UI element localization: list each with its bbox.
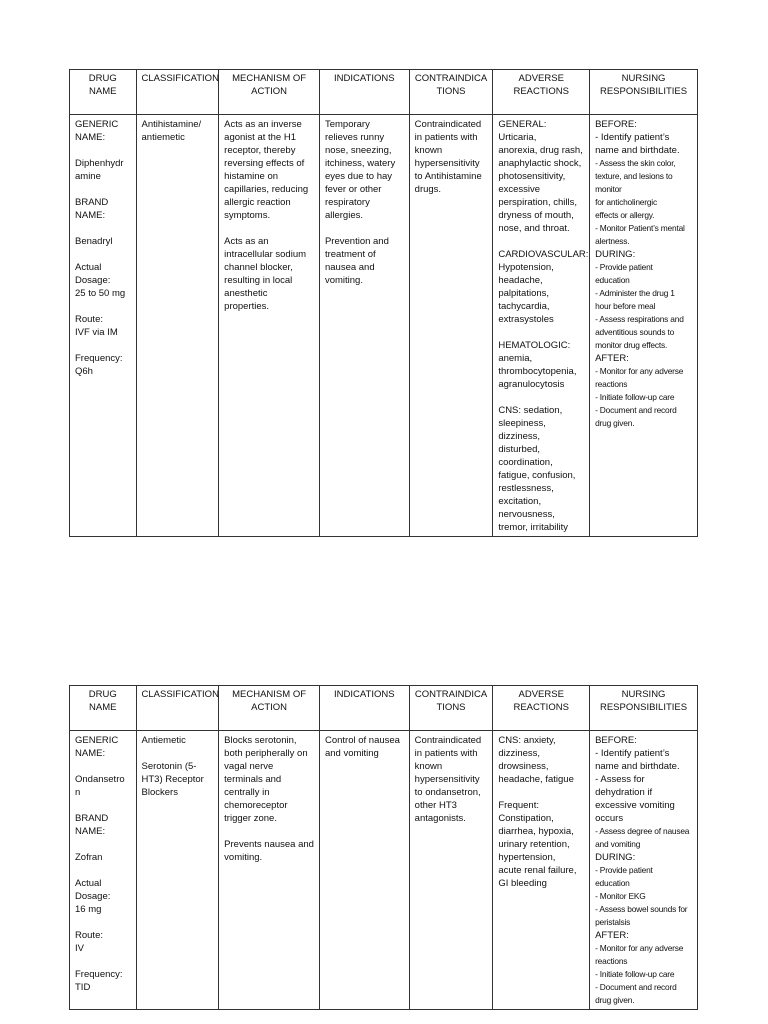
cell-line xyxy=(75,300,131,313)
cell-line: Actual xyxy=(75,262,102,273)
cell-line: sleepiness, xyxy=(498,418,546,429)
header-adverse-reactions xyxy=(493,70,590,115)
cell-line: amine xyxy=(75,171,101,182)
cell-line: drowsiness, xyxy=(498,761,549,772)
cell-line: chemoreceptor xyxy=(224,800,288,811)
cell-line: education xyxy=(595,878,630,888)
cell-line: eyes due to hay xyxy=(324,171,393,182)
cell-line: Antiemetic xyxy=(141,735,186,746)
cell-line: receptor, thereby xyxy=(224,145,296,156)
cell-line: centrally in xyxy=(224,787,270,798)
cell-line: - Administer the drug 1 xyxy=(595,288,675,298)
cell-line: tachycardia, xyxy=(498,301,550,312)
cell-line: in patients with xyxy=(414,748,478,759)
cell-line: GENERIC xyxy=(75,735,119,746)
cell-line: hypertension, xyxy=(498,852,556,863)
cell-line: - Monitor for any adverse xyxy=(595,943,684,953)
cell-line: CARDIOVASCULAR: xyxy=(498,249,589,260)
cell-line: TID xyxy=(75,982,91,993)
cell-line xyxy=(75,955,131,968)
cell-line: resulting in local xyxy=(224,275,293,286)
cell-line: alertness. xyxy=(595,236,630,246)
cell-line: capillaries, reducing xyxy=(224,184,309,195)
cell-line: - Monitor EKG xyxy=(595,891,646,901)
cell-line: headache, fatigue xyxy=(498,774,574,785)
header-label-line: CONTRAINDICA xyxy=(414,689,488,700)
cell-line: hypersensitivity xyxy=(414,158,480,169)
cell-line: agranulocytosis xyxy=(498,379,565,390)
cell-line: known xyxy=(414,145,443,156)
header-label-line: INDICATIONS xyxy=(334,689,395,700)
cell-line: anorexia, drug rash, xyxy=(498,145,583,156)
cell-line: monitor xyxy=(595,184,622,194)
cell-line: itchiness, watery xyxy=(324,158,396,169)
cell-line: dizziness, xyxy=(498,748,541,759)
cell-line xyxy=(75,864,131,877)
header-label-line: INDICATIONS xyxy=(334,73,395,84)
contraindications-cell xyxy=(409,731,493,1010)
cell-line: Dosage: xyxy=(75,275,111,286)
cell-line: tremor, irritability xyxy=(498,522,569,533)
header-indications xyxy=(319,70,409,115)
cell-line: Temporary xyxy=(324,119,370,130)
cell-line: hypersensitivity xyxy=(414,774,480,785)
cell-line xyxy=(75,248,131,261)
cell-line: - Identify patient’s xyxy=(595,748,670,759)
cell-line: texture, and lesions to xyxy=(595,171,673,181)
header-label-line: RESPONSIBILITIES xyxy=(599,702,688,713)
cell-line: intracellular sodium xyxy=(224,249,307,260)
cell-line: diarrhea, hypoxia, xyxy=(498,826,574,837)
cell-line: IVF via IM xyxy=(75,327,118,338)
header-label-line: CLASSIFICATION xyxy=(141,73,219,84)
cell-line: dizziness, xyxy=(498,431,541,442)
cell-line: - Provide patient xyxy=(595,865,653,875)
cell-line: known xyxy=(414,761,443,772)
header-label-line: DRUG xyxy=(88,689,117,700)
cell-line: 25 to 50 mg xyxy=(75,288,126,299)
cell-line: terminals and xyxy=(224,774,282,785)
cell-line: anemia, xyxy=(498,353,533,364)
mechanism-cell xyxy=(219,115,320,537)
cell-line: Diphenhydr xyxy=(75,158,124,169)
cell-line: GENERAL: Urticaria, xyxy=(498,119,550,143)
header-nursing-responsibilities xyxy=(590,70,698,115)
cell-line: in patients with xyxy=(414,132,478,143)
header-label-line: REACTIONS xyxy=(513,86,569,97)
cell-line: respiratory xyxy=(324,197,370,208)
cell-line: restlessness, xyxy=(498,483,554,494)
cell-line: - Assess degree of nausea xyxy=(595,826,690,836)
cell-line: Control of nausea xyxy=(324,735,400,746)
cell-line: fever or other xyxy=(324,184,382,195)
cell-line xyxy=(75,144,131,157)
cell-line: and vomiting xyxy=(595,839,641,849)
cell-line: vagal nerve xyxy=(224,761,274,772)
cell-line: Prevents nausea and xyxy=(224,839,314,850)
cell-line: thrombocytopenia, xyxy=(498,366,577,377)
cell-line: for anticholinergic xyxy=(595,197,657,207)
header-indications xyxy=(319,686,409,731)
cell-line: disturbed, xyxy=(498,444,541,455)
cell-line: NAME: xyxy=(75,826,106,837)
header-label-line: TIONS xyxy=(436,86,466,97)
cell-line: NAME: xyxy=(75,210,106,221)
cell-line: drug given. xyxy=(595,418,635,428)
cell-line: - Monitor Patient’s mental xyxy=(595,223,685,233)
cell-line: - Assess bowel sounds for xyxy=(595,904,688,914)
cell-line: anaphylactic shock, xyxy=(498,158,582,169)
cell-line: reversing effects of xyxy=(224,158,305,169)
cell-line: nose, and throat. xyxy=(498,223,570,234)
cell-line xyxy=(498,391,584,404)
cell-line: GI bleeding xyxy=(498,878,547,889)
cell-line: urinary retention, xyxy=(498,839,570,850)
nursing-responsibilities-cell xyxy=(590,731,698,1010)
cell-line xyxy=(75,339,131,352)
cell-line: Hypotension, xyxy=(498,262,554,273)
cell-line: properties. xyxy=(224,301,270,312)
cell-line: nose, sneezing, xyxy=(324,145,392,156)
cell-line: peristalsis xyxy=(595,917,631,927)
cell-line: histamine on xyxy=(224,171,279,182)
cell-line xyxy=(75,838,131,851)
cell-line xyxy=(142,747,214,760)
cell-line: allergies. xyxy=(324,210,363,221)
cell-line: DURING: xyxy=(595,852,636,863)
cell-line: Ondansetro xyxy=(75,774,125,785)
cell-line: Prevention and xyxy=(324,236,389,247)
cell-line: BRAND xyxy=(75,197,109,208)
cell-line: NAME: xyxy=(75,748,106,759)
header-label-line: REACTIONS xyxy=(513,702,569,713)
header-label-line: MECHANISM OF xyxy=(232,689,307,700)
table-row xyxy=(70,115,698,537)
cell-line: CNS: sedation, xyxy=(498,405,563,416)
cell-line: DURING: xyxy=(595,249,636,260)
cell-line: acute renal failure, xyxy=(498,865,577,876)
classification-cell xyxy=(136,731,219,1010)
cell-line: excessive vomiting xyxy=(595,800,675,811)
header-row xyxy=(70,686,698,731)
cell-line xyxy=(75,916,131,929)
cell-line: channel blocker, xyxy=(224,262,293,273)
classification-cell xyxy=(136,115,219,537)
cell-line: - Assess the skin color, xyxy=(595,158,676,168)
cell-line: HT3) Receptor xyxy=(141,774,204,785)
cell-line: Constipation, xyxy=(498,813,554,824)
cell-line: photosensitivity, xyxy=(498,171,566,182)
cell-line: Acts as an xyxy=(224,236,269,247)
cell-line: relieves runny xyxy=(324,132,385,143)
cell-line: dryness of mouth, xyxy=(498,210,574,221)
cell-line: vomiting. xyxy=(224,852,263,863)
cell-line: both peripherally on xyxy=(224,748,308,759)
cell-line: effects or allergy. xyxy=(595,210,655,220)
cell-line: education xyxy=(595,275,630,285)
header-label-line: ACTION xyxy=(251,86,288,97)
cell-line: reactions xyxy=(595,956,628,966)
header-label-line: DRUG xyxy=(88,73,117,84)
header-label-line: NURSING xyxy=(621,689,666,700)
cell-line: name and birthdate. xyxy=(595,761,680,772)
cell-line: Q6h xyxy=(75,366,93,377)
cell-line: Contraindicated xyxy=(414,735,482,746)
cell-line: drugs. xyxy=(414,184,442,195)
cell-line: Blocks serotonin, xyxy=(224,735,297,746)
cell-line: vomiting. xyxy=(324,275,363,286)
cell-line: Frequent: xyxy=(498,800,539,811)
cell-line: to ondansetron, xyxy=(414,787,481,798)
cell-line: hour before meal xyxy=(595,301,656,311)
cell-line: drug given. xyxy=(595,995,635,1005)
header-label-line: NAME xyxy=(89,86,117,97)
header-contraindications xyxy=(409,70,493,115)
cell-line: - Assess for xyxy=(595,774,645,785)
contraindications-cell xyxy=(409,115,493,537)
header-nursing-responsibilities xyxy=(590,686,698,731)
header-label-line: RESPONSIBILITIES xyxy=(599,86,688,97)
cell-line: adventitious sounds to xyxy=(595,327,675,337)
adverse-reactions-cell xyxy=(493,115,590,537)
cell-line: Frequency: xyxy=(75,969,123,980)
header-mechanism xyxy=(219,70,320,115)
cell-line: - Initiate follow-up care xyxy=(595,392,675,402)
cell-line: name and birthdate. xyxy=(595,145,680,156)
cell-line: other HT3 xyxy=(414,800,457,811)
cell-line: and vomiting xyxy=(324,748,379,759)
cell-line xyxy=(75,760,131,773)
cell-line: agonist at the H1 xyxy=(224,132,296,143)
header-label-line: ADVERSE xyxy=(518,689,564,700)
header-label-line: TIONS xyxy=(436,702,466,713)
cell-line: headache, xyxy=(498,275,543,286)
cell-line: anesthetic xyxy=(224,288,268,299)
cell-line: - Document and record xyxy=(595,405,677,415)
cell-line: CNS: anxiety, xyxy=(498,735,556,746)
cell-line: antagonists. xyxy=(414,813,466,824)
mechanism-cell xyxy=(219,731,320,1010)
cell-line: antiemetic xyxy=(141,132,185,143)
cell-line: excitation, xyxy=(498,496,542,507)
cell-line xyxy=(75,799,131,812)
cell-line: Dosage: xyxy=(75,891,111,902)
cell-line: AFTER: xyxy=(595,930,629,941)
cell-line: dehydration if xyxy=(595,787,653,798)
cell-line: excessive xyxy=(498,184,541,195)
cell-line: nausea and xyxy=(324,262,375,273)
header-contraindications xyxy=(409,686,493,731)
cell-line: Route: xyxy=(75,314,103,325)
indications-cell xyxy=(319,731,409,1010)
cell-line: Frequency: xyxy=(75,353,123,364)
header-label-line: CONTRAINDICA xyxy=(414,73,488,84)
header-label-line: ADVERSE xyxy=(518,73,564,84)
cell-line: nervousness, xyxy=(498,509,555,520)
cell-line: occurs xyxy=(595,813,624,824)
cell-line: n xyxy=(75,787,81,798)
cell-line: GENERIC xyxy=(75,119,119,130)
cell-line: BEFORE: xyxy=(595,735,637,746)
cell-line: extrasystoles xyxy=(498,314,554,325)
drug-name-cell xyxy=(70,731,137,1010)
cell-line: Antihistamine/ xyxy=(141,119,202,130)
cell-line: - Assess respirations and xyxy=(595,314,684,324)
header-drug-name xyxy=(70,686,137,731)
nursing-responsibilities-cell xyxy=(590,115,698,537)
cell-line xyxy=(224,825,314,838)
cell-line: - Monitor for any adverse xyxy=(595,366,684,376)
cell-line: Blockers xyxy=(141,787,178,798)
drug-table-diphenhydramine xyxy=(69,69,698,537)
header-adverse-reactions xyxy=(493,686,590,731)
header-label-line: NURSING xyxy=(621,73,666,84)
cell-line: trigger zone. xyxy=(224,813,277,824)
table-row xyxy=(70,731,698,1010)
cell-line xyxy=(498,326,584,339)
cell-line: - Initiate follow-up care xyxy=(595,969,675,979)
cell-line: Zofran xyxy=(75,852,103,863)
header-row xyxy=(70,70,698,115)
header-label-line: CLASSIFICATION xyxy=(141,689,219,700)
cell-line: IV xyxy=(75,943,84,954)
cell-line xyxy=(498,786,584,799)
header-label-line: NAME xyxy=(89,702,117,713)
drug-table-ondansetron xyxy=(69,685,698,1010)
drug-name-cell xyxy=(70,115,137,537)
cell-line xyxy=(224,222,314,235)
cell-line: Contraindicated xyxy=(414,119,482,130)
cell-line: coordination, xyxy=(498,457,553,468)
cell-line: BRAND xyxy=(75,813,109,824)
cell-line: BEFORE: xyxy=(595,119,637,130)
cell-line: symptoms. xyxy=(224,210,271,221)
cell-line: perspiration, chills, xyxy=(498,197,577,208)
cell-line xyxy=(75,183,131,196)
cell-line: Acts as an inverse xyxy=(224,119,302,130)
cell-line: treatment of xyxy=(324,249,376,260)
cell-line: - Identify patient’s xyxy=(595,132,670,143)
cell-line: AFTER: xyxy=(595,353,629,364)
cell-line xyxy=(325,222,404,235)
header-label-line: MECHANISM OF xyxy=(232,73,307,84)
cell-line: Serotonin (5- xyxy=(141,761,197,772)
cell-line: HEMATOLOGIC: xyxy=(498,340,571,351)
cell-line: to Antihistamine xyxy=(414,171,482,182)
cell-line: 16 mg xyxy=(75,904,102,915)
cell-line: NAME: xyxy=(75,132,106,143)
header-classification xyxy=(136,70,219,115)
indications-cell xyxy=(319,115,409,537)
cell-line: - Document and record xyxy=(595,982,677,992)
header-mechanism xyxy=(219,686,320,731)
cell-line xyxy=(75,222,131,235)
cell-line: Actual xyxy=(75,878,102,889)
cell-line: Benadryl xyxy=(75,236,113,247)
cell-line: reactions xyxy=(595,379,628,389)
header-label-line: ACTION xyxy=(251,702,288,713)
header-drug-name xyxy=(70,70,137,115)
header-classification xyxy=(136,686,219,731)
cell-line: palpitations, xyxy=(498,288,550,299)
cell-line: Route: xyxy=(75,930,103,941)
cell-line: allergic reaction xyxy=(224,197,291,208)
cell-line: - Provide patient xyxy=(595,262,653,272)
adverse-reactions-cell xyxy=(493,731,590,1010)
cell-line xyxy=(498,235,584,248)
cell-line: monitor drug effects. xyxy=(595,340,668,350)
cell-line: fatigue, confusion, xyxy=(498,470,576,481)
